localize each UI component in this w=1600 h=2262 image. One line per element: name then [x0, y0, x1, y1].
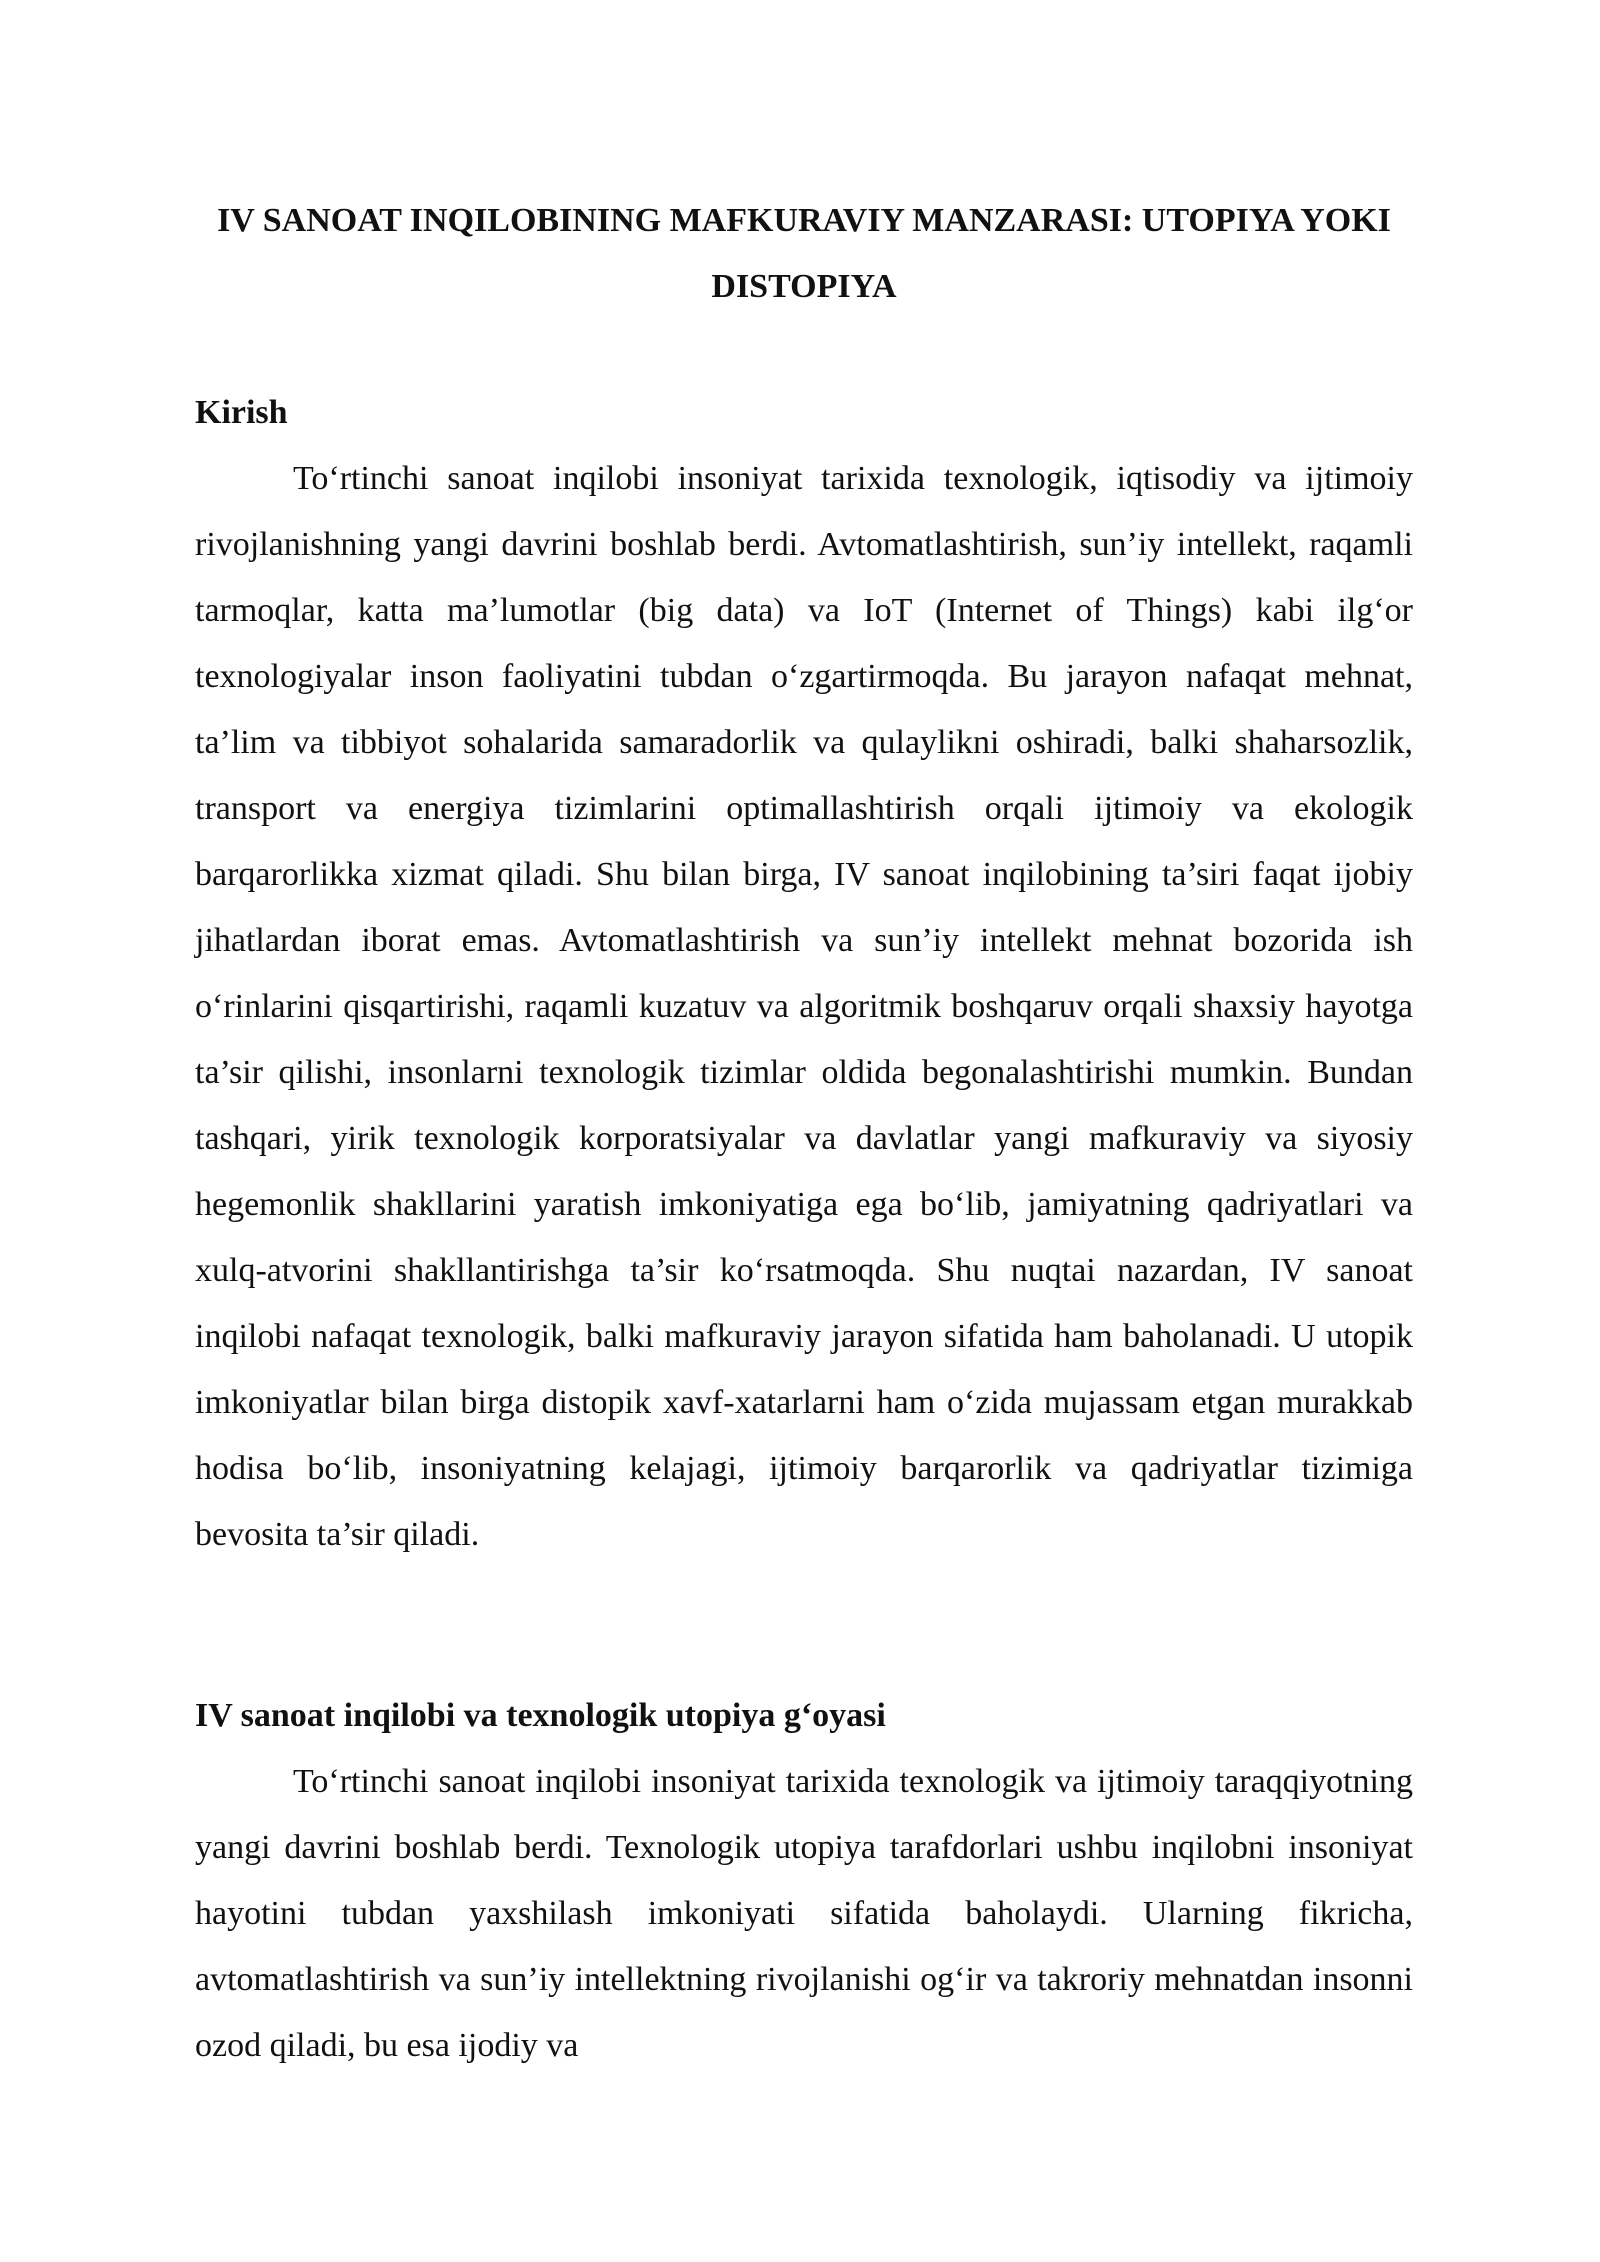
- section-heading-kirish: Kirish: [195, 394, 288, 431]
- section-paragraph-utopiya: To‘rtinchi sanoat inqilobi insoniyat tarixida texnologik va ijtimoiy taraqqiyotning yangi davrini boshlab berdi. Texnologik utopiya tarafdorlari ushbu inqilobni insoniyat hayotini tubdan yaxshilash imkoniyati sifatida baholaydi. Ularning fikricha, avtomatlashtirish va sun’iy intellektning rivojlanishi og‘ir va takroriy mehnatdan insonni ozod qiladi, bu esa ijodiy va: [195, 1763, 1413, 2064]
- document-title: IV SANOAT INQILOBINING MAFKURAVIY MANZARASI: UTOPIYA YOKI DISTOPIYA: [217, 202, 1391, 305]
- section-heading-utopiya: IV sanoat inqilobi va texnologik utopiya g‘oyasi: [195, 1697, 886, 1734]
- section-paragraph-kirish: To‘rtinchi sanoat inqilobi insoniyat tarixida texnologik, iqtisodiy va ijtimoiy rivojlanishning yangi davrini boshlab berdi. Avtomatlashtirish, sun’iy intellekt, raqamli tarmoqlar, katta ma’lumotlar (big data) va IoT (Internet of Things) kabi ilg‘or texnologiyalar inson faoliyatini tubdan o‘zgartirmoqda. Bu jarayon nafaqat mehnat, ta’lim va tibbiyot sohalarida samaradorlik va qulaylikni oshiradi, balki shaharsozlik, transport va energiya tizimlarini optimallashtirish orqali ijtimoiy va ekologik barqarorlikka xizmat qiladi. Shu bilan birga, IV sanoat inqilobining ta’siri faqat ijobiy jihatlardan iborat emas. Avtomatlashtirish va sun’iy intellekt mehnat bozorida ish o‘rinlarini qisqartirishi, raqamli kuzatuv va algoritmik boshqaruv orqali shaxsiy hayotga ta’sir qilishi, insonlarni texnologik tizimlar oldida begonalashtirishi mumkin. Bundan tashqari, yirik texnologik korporatsiyalar va davlatlar yangi mafkuraviy va siyosiy hegemonlik shakllarini yaratish imkoniyatiga ega bo‘lib, jamiyatning qadriyatlari va xulq-atvorini shakllantirishga ta’sir ko‘rsatmoqda. Shu nuqtai nazardan, IV sanoat inqilobi nafaqat texnologik, balki mafkuraviy jarayon sifatida ham baholanadi. U utopik imkoniyatlar bilan birga distopik xavf-xatarlarni ham o‘zida mujassam etgan murakkab hodisa bo‘lib, insoniyatning kelajagi, ijtimoiy barqarorlik va qadriyatlar tizimiga bevosita ta’sir qiladi.: [195, 460, 1413, 1553]
